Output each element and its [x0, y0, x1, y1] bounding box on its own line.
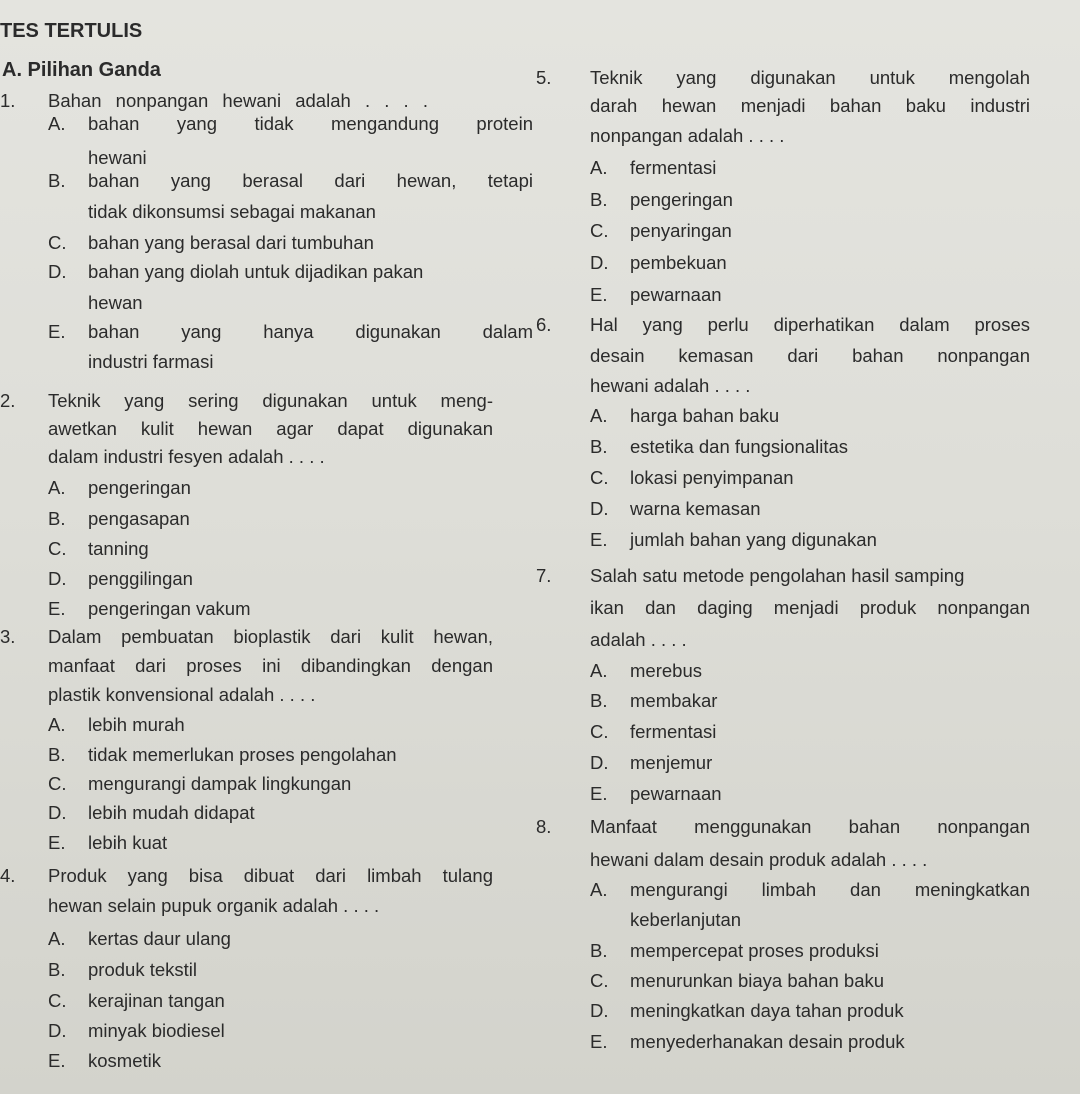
option-letter[interactable]: A.	[590, 660, 608, 681]
option-text[interactable]: pengeringan	[630, 189, 733, 210]
option-text[interactable]: tidak memerlukan proses pengolahan	[88, 744, 397, 765]
question-text: hewani dalam desain produk adalah . . . .	[590, 849, 928, 870]
question-text: plastik konvensional adalah . . . .	[48, 684, 316, 705]
option-text[interactable]: mempercepat proses produksi	[630, 940, 879, 961]
option-text[interactable]: pembekuan	[630, 252, 727, 273]
option-text[interactable]: pewarnaan	[630, 783, 722, 804]
option-text[interactable]: minyak biodiesel	[88, 1020, 225, 1041]
option-text[interactable]: mengurangi dampak lingkungan	[88, 773, 352, 794]
option-text[interactable]: lokasi penyimpanan	[630, 467, 794, 488]
option-letter[interactable]: A.	[48, 928, 66, 949]
question-number: 1.	[0, 90, 16, 111]
option-letter[interactable]: D.	[590, 1000, 609, 1021]
option-letter[interactable]: A.	[48, 113, 66, 134]
option-text[interactable]: kosmetik	[88, 1050, 161, 1071]
question-text: dalam industri fesyen adalah . . . .	[48, 446, 325, 467]
question-text: adalah . . . .	[590, 629, 687, 650]
question-number: 5.	[536, 67, 552, 88]
option-text[interactable]: produk tekstil	[88, 959, 197, 980]
question-text: darah hewan menjadi bahan baku industri	[590, 95, 1030, 116]
section-heading: A. Pilihan Ganda	[2, 59, 161, 81]
option-text[interactable]: fermentasi	[630, 157, 717, 178]
option-letter[interactable]: C.	[590, 721, 609, 742]
option-letter[interactable]: D.	[48, 568, 67, 589]
option-letter[interactable]: B.	[590, 189, 608, 210]
option-text[interactable]: bahan yang berasal dari tumbuhan	[88, 232, 374, 253]
question-number: 3.	[0, 626, 16, 647]
option-letter[interactable]: C.	[590, 220, 609, 241]
question-text: manfaat dari proses ini dibandingkan dengan	[48, 655, 493, 676]
option-letter[interactable]: B.	[48, 170, 66, 191]
option-letter[interactable]: E.	[48, 1050, 66, 1071]
question-text: nonpangan adalah . . . .	[590, 125, 785, 146]
question-text: ikan dan daging menjadi produk nonpangan	[590, 597, 1030, 618]
option-letter[interactable]: B.	[590, 436, 608, 457]
question-number: 2.	[0, 390, 16, 411]
option-letter[interactable]: E.	[590, 284, 608, 305]
option-letter[interactable]: B.	[48, 959, 66, 980]
option-letter[interactable]: C.	[590, 970, 609, 991]
option-text[interactable]: hewani	[88, 147, 147, 168]
option-letter[interactable]: A.	[590, 879, 608, 900]
option-letter[interactable]: E.	[590, 529, 608, 550]
question-number: 8.	[536, 816, 552, 837]
option-text[interactable]: pengeringan vakum	[88, 598, 251, 619]
option-text[interactable]: kertas daur ulang	[88, 928, 231, 949]
option-letter[interactable]: C.	[48, 773, 67, 794]
option-text[interactable]: menjemur	[630, 752, 713, 773]
option-letter[interactable]: A.	[590, 405, 608, 426]
question-text: Bahan nonpangan hewani adalah . . . .	[48, 90, 428, 111]
option-text[interactable]: lebih kuat	[88, 832, 168, 853]
option-letter[interactable]: B.	[590, 940, 608, 961]
option-text[interactable]: pengasapan	[88, 508, 190, 529]
option-letter[interactable]: C.	[48, 538, 67, 559]
option-letter[interactable]: D.	[590, 498, 609, 519]
option-letter[interactable]: C.	[48, 232, 67, 253]
option-text[interactable]: bahan yang berasal dari hewan, tetapi	[88, 170, 533, 191]
option-letter[interactable]: D.	[590, 752, 609, 773]
option-text[interactable]: hewan	[88, 292, 143, 313]
option-text[interactable]: merebus	[630, 660, 702, 681]
question-number: 7.	[536, 565, 552, 586]
option-text[interactable]: tidak dikonsumsi sebagai makanan	[88, 201, 376, 222]
question-text: Hal yang perlu diperhatikan dalam proses	[590, 314, 1030, 335]
question-text: Dalam pembuatan bioplastik dari kulit hewan,	[48, 626, 493, 647]
option-text[interactable]: industri farmasi	[88, 351, 214, 372]
option-letter[interactable]: C.	[48, 990, 67, 1011]
option-letter[interactable]: A.	[590, 157, 608, 178]
option-text[interactable]: meningkatkan daya tahan produk	[630, 1000, 904, 1021]
test-title: TES TERTULIS	[0, 20, 143, 42]
question-text: hewani adalah . . . .	[590, 375, 751, 396]
option-text[interactable]: tanning	[88, 538, 149, 559]
option-text[interactable]: penggilingan	[88, 568, 193, 589]
option-letter[interactable]: E.	[48, 598, 66, 619]
question-text: awetkan kulit hewan agar dapat digunakan	[48, 418, 493, 439]
option-text[interactable]: bahan yang hanya digunakan dalam	[88, 321, 533, 342]
option-letter[interactable]: A.	[48, 477, 66, 498]
option-letter[interactable]: B.	[590, 690, 608, 711]
option-text[interactable]: estetika dan fungsionalitas	[630, 436, 849, 457]
option-text[interactable]: harga bahan baku	[630, 405, 780, 426]
option-text[interactable]: penyaringan	[630, 220, 732, 241]
option-text[interactable]: menurunkan biaya bahan baku	[630, 970, 885, 991]
option-text[interactable]: bahan yang diolah untuk dijadikan pakan	[88, 261, 424, 282]
option-text[interactable]: lebih mudah didapat	[88, 802, 255, 823]
option-letter[interactable]: B.	[48, 508, 66, 529]
option-letter[interactable]: B.	[48, 744, 66, 765]
question-text: hewan selain pupuk organik adalah . . . .	[48, 895, 380, 916]
question-text: desain kemasan dari bahan nonpangan	[590, 345, 1030, 366]
option-letter[interactable]: D.	[48, 802, 67, 823]
option-text[interactable]: jumlah bahan yang digunakan	[630, 529, 877, 550]
option-text[interactable]: keberlanjutan	[630, 909, 742, 930]
option-text[interactable]: pengeringan	[88, 477, 191, 498]
option-text[interactable]: mengurangi limbah dan meningkatkan	[630, 879, 1030, 900]
option-text[interactable]: menyederhanakan desain produk	[630, 1031, 905, 1052]
option-text[interactable]: membakar	[630, 690, 718, 711]
question-number: 4.	[0, 865, 16, 886]
option-text[interactable]: kerajinan tangan	[88, 990, 225, 1011]
option-text[interactable]: lebih murah	[88, 714, 185, 735]
option-letter[interactable]: D.	[590, 252, 609, 273]
question-text: Manfaat menggunakan bahan nonpangan	[590, 816, 1030, 837]
question-number: 6.	[536, 314, 552, 335]
option-text[interactable]: warna kemasan	[630, 498, 761, 519]
option-letter[interactable]: E.	[590, 1031, 608, 1052]
option-letter[interactable]: E.	[48, 321, 66, 342]
question-text: Teknik yang digunakan untuk mengolah	[590, 67, 1030, 88]
option-text[interactable]: fermentasi	[630, 721, 717, 742]
option-letter[interactable]: E.	[590, 783, 608, 804]
option-letter[interactable]: A.	[48, 714, 66, 735]
question-text: Teknik yang sering digunakan untuk meng-	[48, 390, 493, 411]
option-text[interactable]: bahan yang tidak mengandung protein	[88, 113, 533, 134]
question-text: Salah satu metode pengolahan hasil samping	[590, 565, 965, 586]
option-letter[interactable]: D.	[48, 261, 67, 282]
question-text: Produk yang bisa dibuat dari limbah tulang	[48, 865, 493, 886]
option-letter[interactable]: C.	[590, 467, 609, 488]
option-letter[interactable]: D.	[48, 1020, 67, 1041]
option-text[interactable]: pewarnaan	[630, 284, 722, 305]
option-letter[interactable]: E.	[48, 832, 66, 853]
